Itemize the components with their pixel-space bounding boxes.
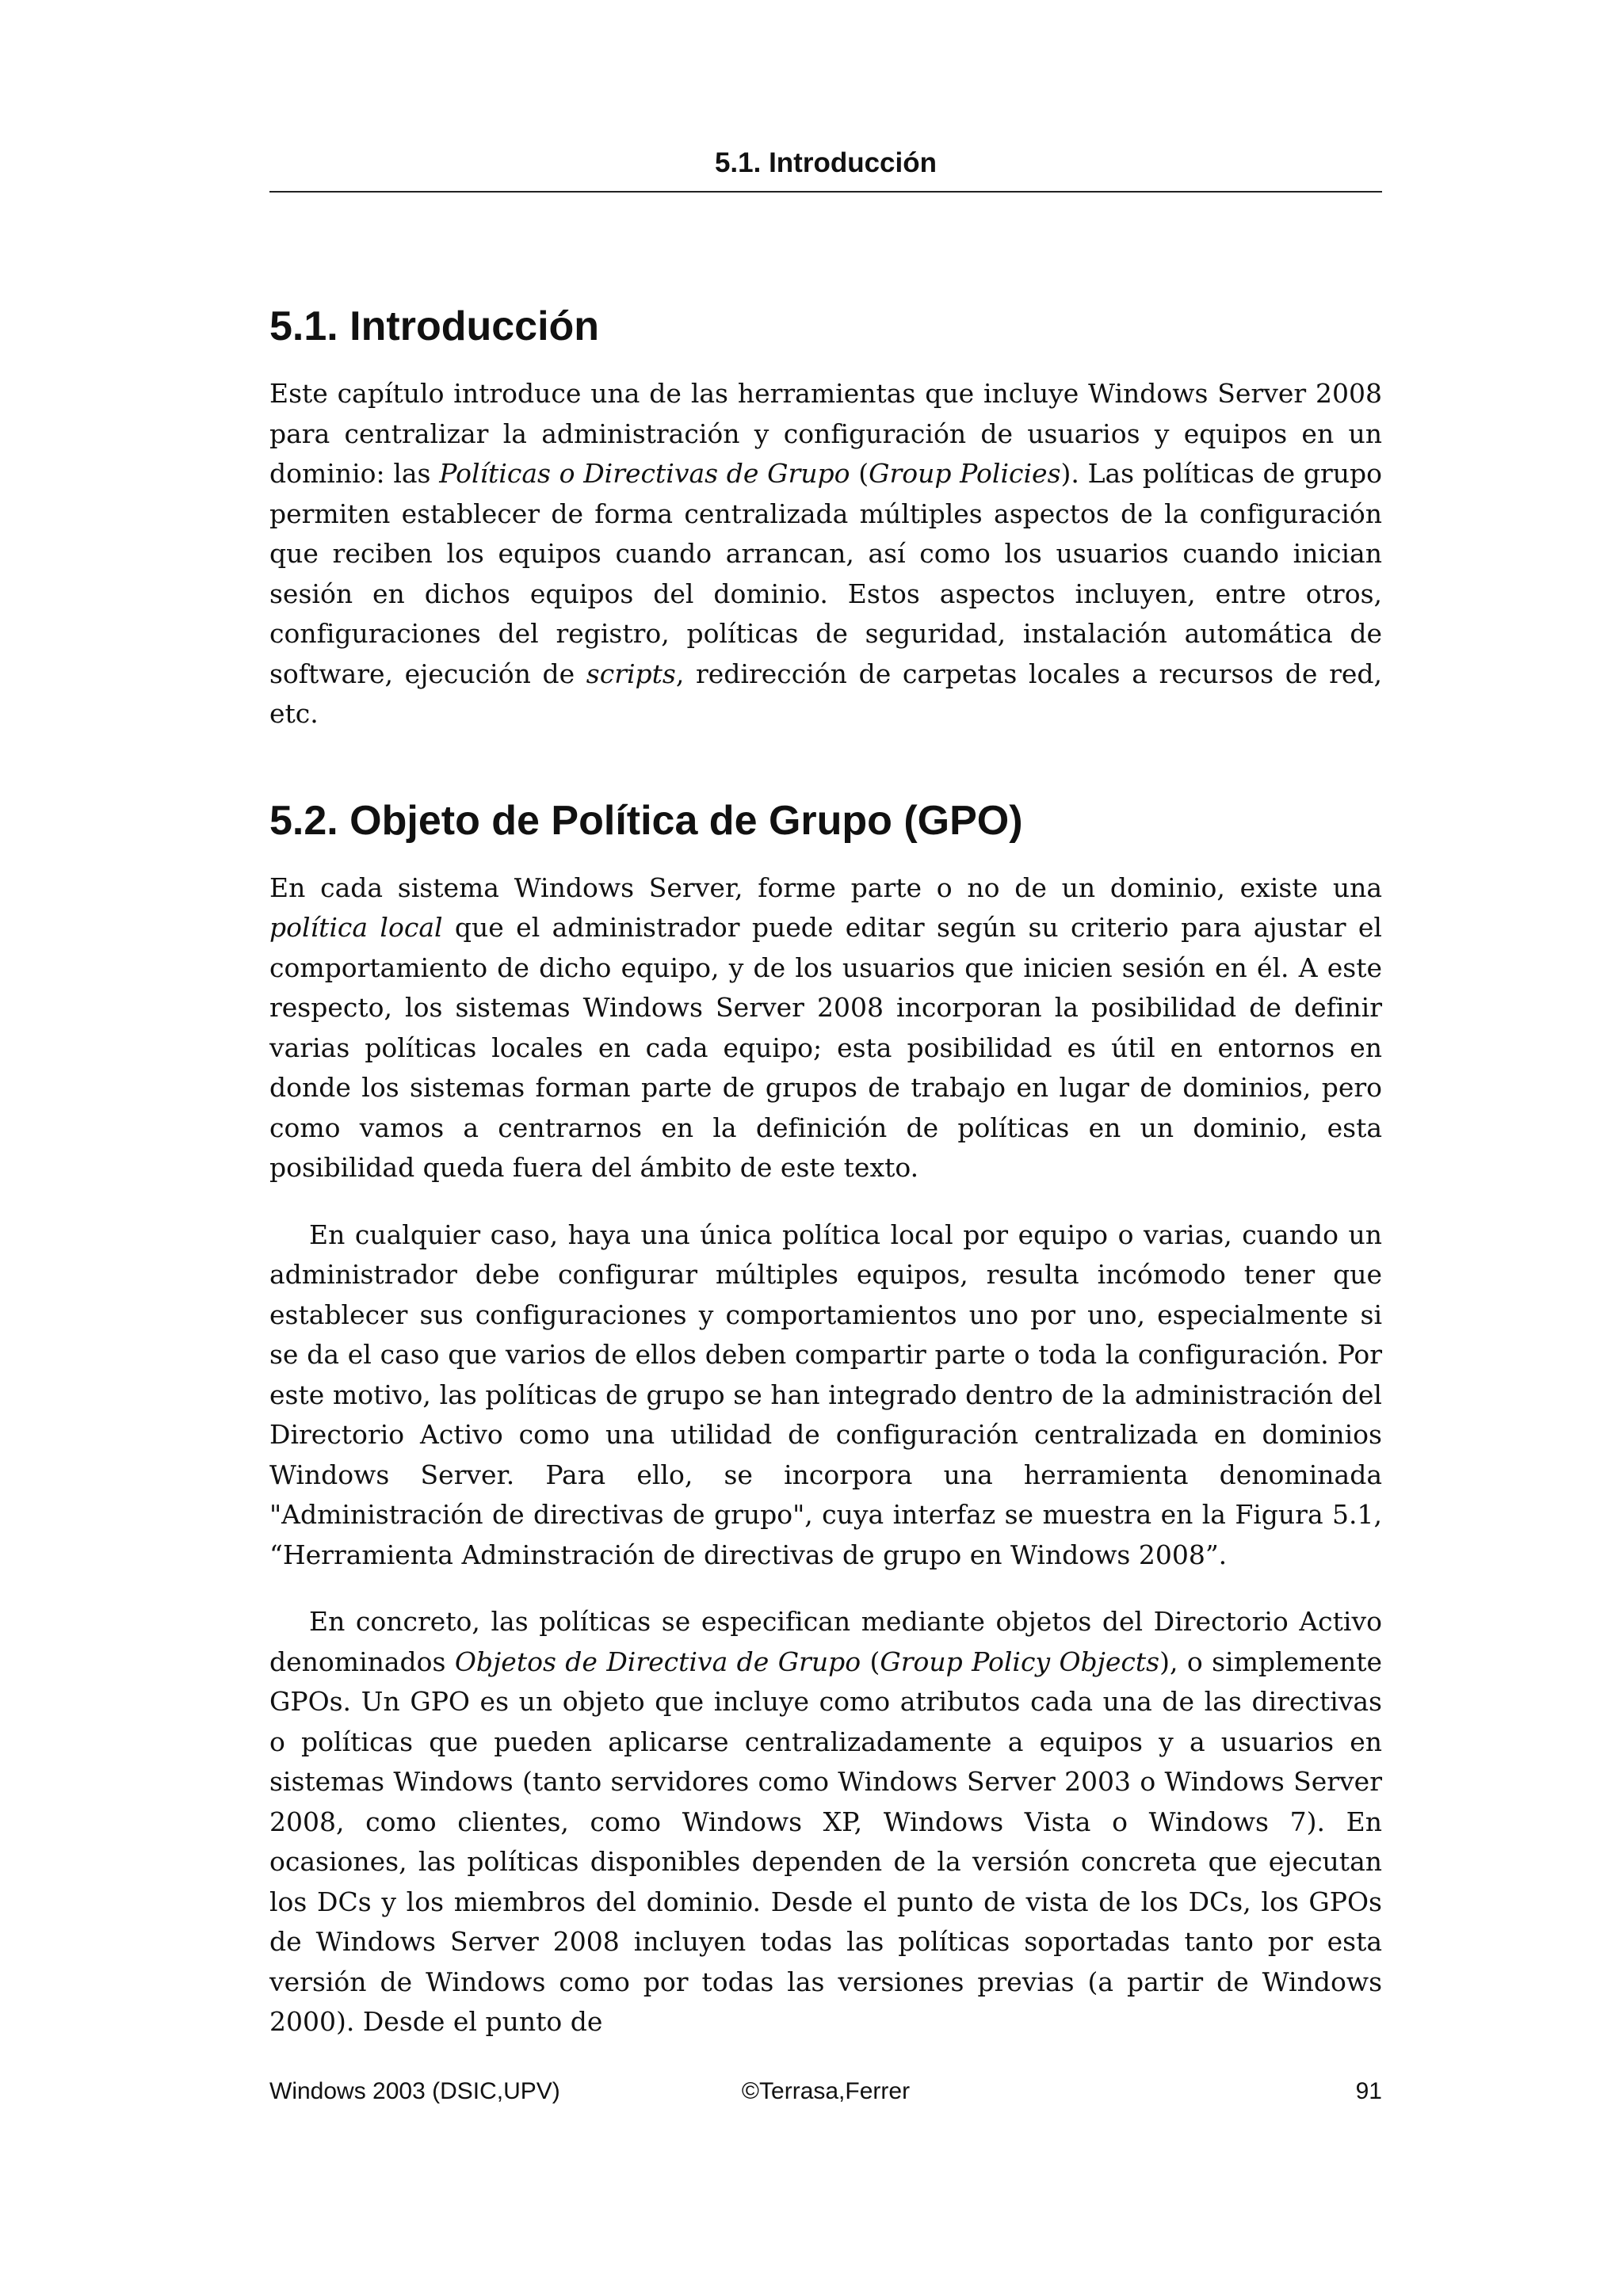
footer-left-text: Windows 2003 (DSIC,UPV) <box>269 2078 560 2104</box>
emphasis-run: scripts <box>586 658 676 689</box>
text-run: , redirección de carpetas locales a recursos de red, etc. <box>269 658 1382 729</box>
page-number: 91 <box>1355 2078 1382 2104</box>
text-run: En cada sistema Windows Server, forme parte o no de un dominio, existe una <box>269 871 1382 903</box>
emphasis-run: política local <box>269 912 443 943</box>
footer-copyright: ©Terrasa,Ferrer <box>741 2078 911 2104</box>
text-run: ). Las políticas de grupo permiten establecer de forma centralizada múltiples aspectos de la configuración que reciben los equipos cuando arrancan, así como los usuarios cuando inician sesión en dichos equipos del dominio. Estos aspectos incluyen, entre otros, configuraciones del registro, políticas de seguridad, instalación automática de software, ejecución de <box>269 458 1382 689</box>
section-heading-introduccion: 5.1. Introducción <box>269 303 600 349</box>
text-run: En concreto, las políticas se especifican mediante objetos del Directorio Activo denominados <box>269 1606 1382 1677</box>
paragraph-administracion-directivas <box>269 1215 1382 1576</box>
emphasis-run: Políticas o Directivas de Grupo <box>439 458 850 489</box>
text-run: que el administrador puede editar según su criterio para ajustar el comportamiento de dicho equipo, y de los usuarios que inicien sesión en él. A este respecto, los sistemas Windows Server 2008 incorporan la posibilidad de definir varias políticas locales en cada equipo; esta posibilidad es útil en entornos en donde los sistemas forman parte de grupos de trabajo en lugar de dominios, pero como vamos a centrarnos en la definición de políticas en un dominio, esta posibilidad queda fuera del ámbito de este texto. <box>269 912 1382 1183</box>
page-footer <box>269 2076 1382 2107</box>
paragraph-objetos-directiva <box>269 1602 1382 2042</box>
text-run: ( <box>861 1646 880 1677</box>
text-run: ( <box>850 458 869 489</box>
section-heading-gpo: 5.2. Objeto de Política de Grupo (GPO) <box>269 797 1023 844</box>
header-rule <box>269 191 1382 193</box>
emphasis-run: Group Policy Objects <box>880 1646 1160 1677</box>
running-header: 5.1. Introducción <box>714 147 938 178</box>
emphasis-run: Group Policies <box>869 458 1061 489</box>
text-run: En cualquier caso, haya una única política local por equipo o varias, cuando un administrador debe configurar múltiples equipos, resulta incómodo tener que establecer sus configuraciones y comportamientos uno por uno, especialmente si se da el caso que varios de ellos deben compartir parte o toda la configuración. Por este motivo, las políticas de grupo se han integrado dentro de la administración del Directorio Activo como una utilidad de configuración centralizada en dominios Windows Server. Para ello, se incorpora una herramienta denominada "Administración de directivas de grupo", cuya interfaz se muestra en la Figura 5.1, “Herramienta Adminstración de directivas de grupo en Windows 2008”. <box>269 1219 1382 1570</box>
text-run: Este capítulo introduce una de las herramientas que incluye Windows Server 2008 para centralizar la administración y configuración de usuarios y equipos en un dominio: las <box>269 378 1382 489</box>
page-body <box>269 301 1382 2042</box>
text-run: ), o simplemente GPOs. Un GPO es un objeto que incluye como atributos cada una de las directivas o políticas que pueden aplicarse centralizadamente a equipos y a usuarios en sistemas Windows (tanto servidores como Windows Server 2003 o Windows Server 2008, como clientes, como Windows XP, Windows Vista o Windows 7). En ocasiones, las políticas disponibles dependen de la versión concreta que ejecutan los DCs y los miembros del dominio. Desde el punto de vista de los DCs, los GPOs de Windows Server 2008 incluyen todas las políticas soportadas tanto por esta versión de Windows como por todas las versiones previas (a partir de Windows 2000). Desde el punto de <box>269 1646 1382 2037</box>
paragraph-politica-local <box>269 868 1382 1188</box>
emphasis-run: Objetos de Directiva de Grupo <box>454 1646 861 1677</box>
paragraph-introduccion <box>269 374 1382 734</box>
